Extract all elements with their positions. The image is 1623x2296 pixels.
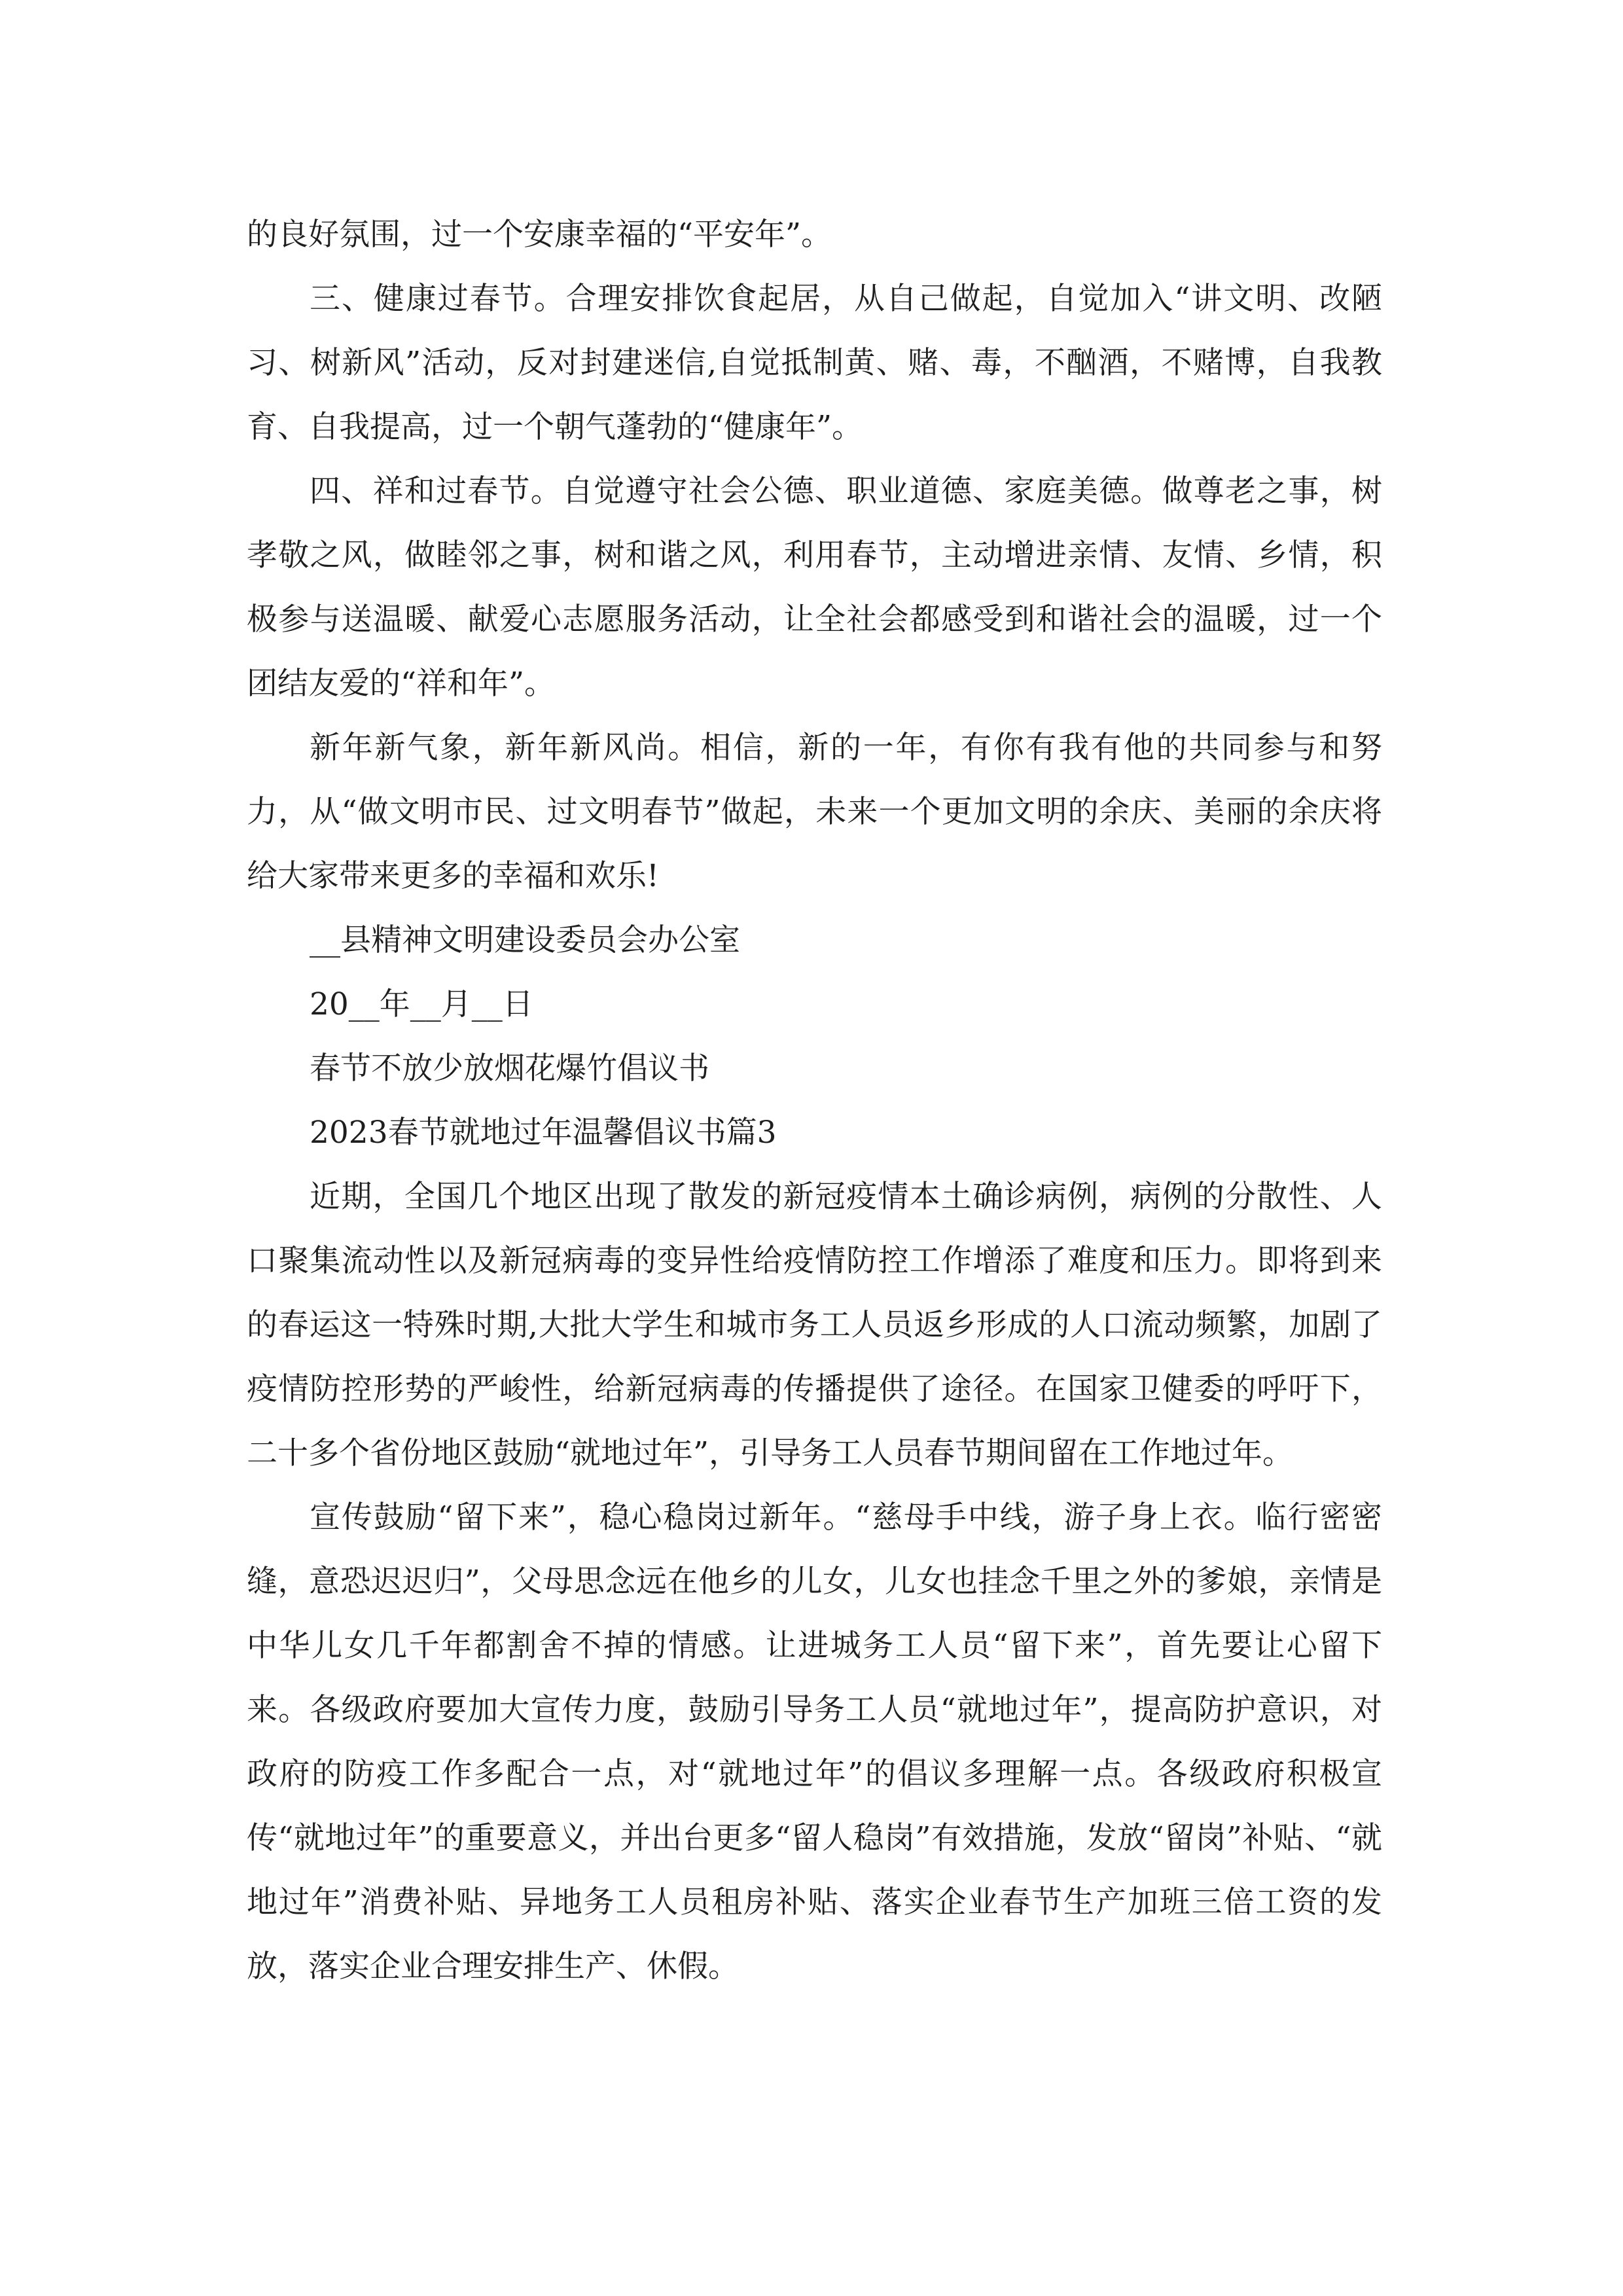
signature-office: __县精神文明建设委员会办公室 — [310, 922, 740, 958]
signature-date: 20__年__月__日 — [310, 986, 533, 1022]
paragraph-continuation: 的良好氛围，过一个安康幸福的“平安年”。 — [247, 217, 832, 253]
document-body — [247, 203, 1382, 1999]
section-heading: 2023春节就地过年温馨倡议书篇3 — [310, 1115, 777, 1151]
paragraph-healthy-new-year: 三、健康过春节。合理安排饮食起居，从自己做起，自觉加入“讲文明、改陋习、树新风”活动，反对封建迷信,自觉抵制黄、赌、毒，不酗酒，不赌博，自我教育、自我提高，过一个朝气蓬勃的“健康年”。 — [247, 281, 1382, 445]
paragraph-recent-situation: 近期，全国几个地区出现了散发的新冠疫情本土确诊病例，病例的分散性、人口聚集流动性以及新冠病毒的变异性给疫情防控工作增添了难度和压力。即将到来的春运这一特殊时期,大批大学生和城市务工人员返乡形成的人口流动频繁，加剧了疫情防控形势的严峻性，给新冠病毒的传播提供了途径。在国家卫健委的呼吁下，二十多个省份地区鼓励“就地过年”，引导务工人员春节期间留在工作地过年。 — [247, 1179, 1382, 1471]
paragraph-harmonious-new-year: 四、祥和过春节。自觉遵守社会公德、职业道德、家庭美德。做尊老之事，树孝敬之风，做睦邻之事，树和谐之风，利用春节，主动增进亲情、友情、乡情，积极参与送温暖、献爱心志愿服务活动，让全社会都感受到和谐社会的温暖，过一个团结友爱的“祥和年”。 — [247, 473, 1382, 702]
related-title: 春节不放少放烟花爆竹倡议书 — [310, 1050, 709, 1086]
paragraph-stay-encouragement: 宣传鼓励“留下来”，稳心稳岗过新年。“慈母手中线，游子身上衣。临行密密缝，意恐迟迟归”，父母思念远在他乡的儿女，儿女也挂念千里之外的爹娘，亲情是中华儿女几千年都割舍不掉的情感。让进城务工人员“留下来”，首先要让心留下来。各级政府要加大宣传力度，鼓励引导务工人员“就地过年”，提高防护意识，对政府的防疫工作多配合一点，对“就地过年”的倡议多理解一点。各级政府积极宣传“就地过年”的重要意义，并出台更多“留人稳岗”有效措施，发放“留岗”补贴、“就地过年”消费补贴、异地务工人员租房补贴、落实企业春节生产加班三倍工资的发放，落实企业合理安排生产、休假。 — [247, 1499, 1382, 1984]
paragraph-closing: 新年新气象，新年新风尚。相信，新的一年，有你有我有他的共同参与和努力，从“做文明市民、过文明春节”做起，未来一个更加文明的余庆、美丽的余庆将给大家带来更多的幸福和欢乐! — [247, 730, 1382, 894]
